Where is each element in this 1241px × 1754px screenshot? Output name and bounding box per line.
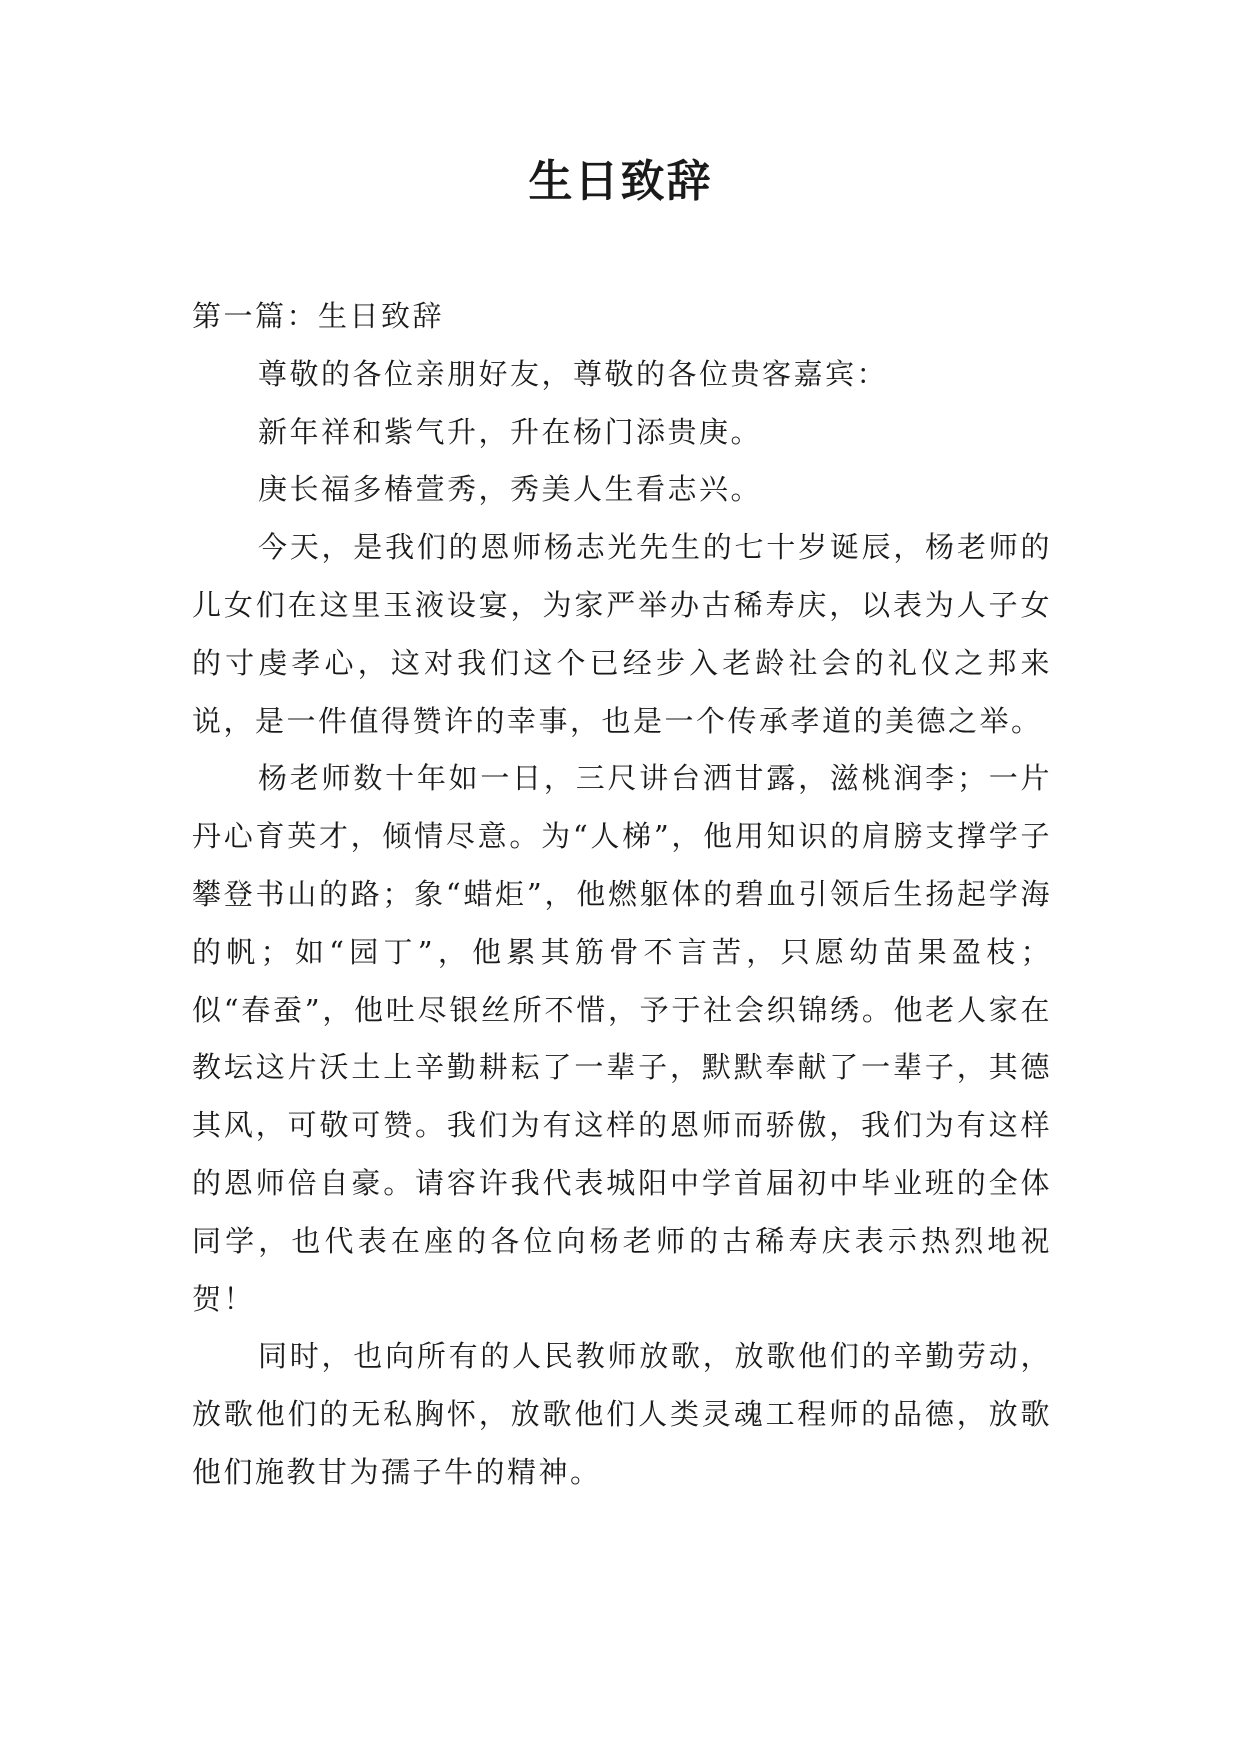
paragraph-verse-2: 庚长福多椿萱秀，秀美人生看志兴。 (258, 472, 763, 507)
paragraph-teachers: 同时，也向所有的人民教师放歌，放歌他们的辛勤劳动，放歌他们的无私胸怀，放歌他们人类灵魂工程师的品德，放歌他们施教甘为孺子牛的精神。 (192, 1339, 1052, 1489)
paragraph-tribute: 杨老师数十年如一日，三尺讲台洒甘露，滋桃润李；一片丹心育英才，倾情尽意。为“人梯”，他用知识的肩膀支撑学子攀登书山的路；象“蜡炬”，他燃躯体的碧血引领后生扬起学海的帆；如“园丁”，他累其筋骨不言苦，只愿幼苗果盈枝；似“春蚕”，他吐尽银丝所不惜，予于社会织锦绣。他老人家在教坛这片沃土上辛勤耕耘了一辈子，默默奉献了一辈子，其德其风，可敬可赞。我们为有这样的恩师而骄傲，我们为有这样的恩师倍自豪。请容许我代表城阳中学首届初中毕业班的全体同学，也代表在座的各位向杨老师的古稀寿庆表示热烈地祝贺！ (192, 761, 1052, 1316)
paragraph-greeting: 尊敬的各位亲朋好友，尊敬的各位贵客嘉宾： (258, 356, 889, 391)
document-title: 生日致辞 (528, 156, 713, 207)
paragraph-occasion: 今天，是我们的恩师杨志光先生的七十岁诞辰，杨老师的儿女们在这里玉液设宴，为家严举办古稀寿庆，以表为人子女的寸虔孝心，这对我们这个已经步入老龄社会的礼仪之邦来说，是一件值得赞许的幸事，也是一个传承孝道的美德之举。 (192, 530, 1052, 738)
section-heading: 第一篇：生日致辞 (192, 299, 445, 333)
document-body (192, 288, 1052, 1502)
paragraph-verse-1: 新年祥和紫气升，升在杨门添贵庚。 (258, 414, 763, 449)
